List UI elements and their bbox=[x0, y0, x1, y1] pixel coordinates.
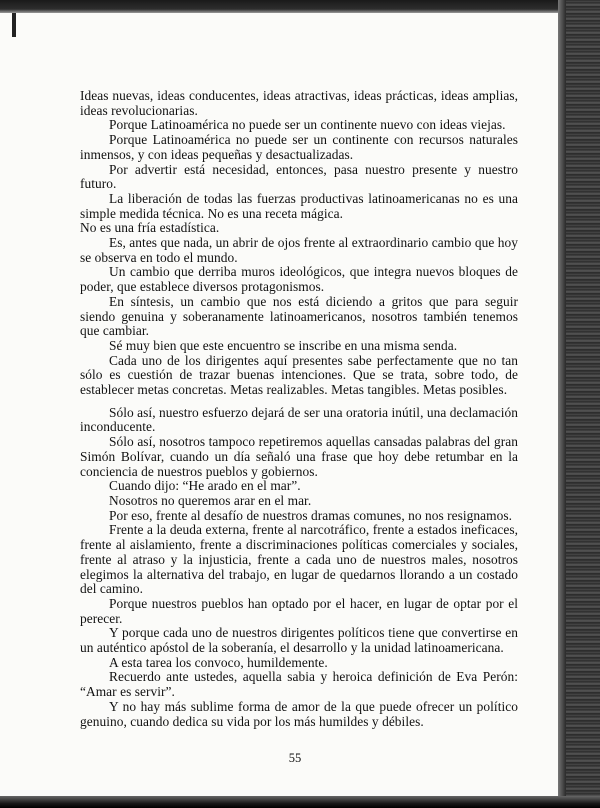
paragraph: No es una fría estadística. bbox=[80, 220, 220, 236]
paragraph: Sé muy bien que este encuentro se inscribe en una misma senda. bbox=[109, 337, 458, 353]
page-number: 55 bbox=[288, 751, 302, 765]
scan-left-mark bbox=[12, 13, 16, 37]
paragraph: Porque Latinoamérica no puede ser un continente con recursos naturales inmensos, y con ideas pequeñas y desactualizadas. bbox=[80, 132, 518, 162]
paragraph: Cada uno de los dirigentes aquí presentes sabe perfectamente que no tan sólo es cuestión de trazar buenas intenciones. Que se trata, sobre todo, de establecer metas concretas. Metas realizables. Metas tangibles. Metas posibles. bbox=[80, 352, 518, 398]
paragraph: Frente a la deuda externa, frente al narcotráfico, frente a estados ineficaces, frente al aislamiento, frente a discriminaciones políticas comerciales y sociales, frente al atraso y la injusticia, frente a cada uno de nuestros males, nosotros elegimos la alternativa del trabajo, en lugar de quedarnos llorando a un costado del camino. bbox=[80, 522, 518, 597]
paragraph: A esta tarea los convoco, humildemente. bbox=[109, 654, 328, 670]
paragraph: Cuando dijo: “He arado en el mar”. bbox=[109, 478, 301, 494]
paragraph: Porque nuestros pueblos han optado por el hacer, en lugar de optar por el perecer. bbox=[80, 595, 518, 626]
paragraph: Porque Latinoamérica no puede ser un continente nuevo con ideas viejas. bbox=[109, 117, 506, 133]
paragraph: Es, antes que nada, un abrir de ojos frente al extraordinario cambio que hoy se observa en todo el mundo. bbox=[80, 235, 518, 265]
scan-top-border bbox=[0, 0, 560, 13]
paragraph: Por advertir está necesidad, entonces, pasa nuestro presente y nuestro futuro. bbox=[80, 161, 518, 192]
scan-right-border bbox=[558, 0, 600, 808]
paragraph: La liberación de todas las fuerzas productivas latinoamericanas no es una simple medida técnica. No es una receta mágica. bbox=[80, 190, 518, 221]
text-section-1 bbox=[80, 89, 518, 398]
paragraph: Ideas nuevas, ideas conducentes, ideas atractivas, ideas prácticas, ideas amplias, ideas revolucionarias. bbox=[80, 88, 518, 118]
paragraph: Y porque cada uno de nuestros dirigentes políticos tiene que convertirse en un auténtico apóstol de la soberanía, el desarrollo y la unidad latinoamericana. bbox=[80, 625, 518, 656]
text-section-2 bbox=[80, 406, 518, 729]
paragraph: Nosotros no queremos arar en el mar. bbox=[109, 492, 312, 508]
paragraph: Sólo así, nuestro esfuerzo dejará de ser una oratoria inútil, una declamación inconducente. bbox=[80, 404, 518, 435]
paragraph: Y no hay más sublime forma de amor de la que puede ofrecer un político genuino, cuando dedica su vida por los más humildes y débiles. bbox=[80, 698, 518, 729]
paragraph: Recuerdo ante ustedes, aquella sabia y heroica definición de Eva Perón: “Amar es servir”. bbox=[80, 669, 518, 700]
paragraph: Sólo así, nosotros tampoco repetiremos aquellas cansadas palabras del gran Simón Bolívar, cuando un día señaló una frase que hoy debe retumbar en la conciencia de nuestros pueblos y gobiernos. bbox=[80, 434, 518, 479]
paragraph: Un cambio que derriba muros ideológicos, que integra nuevos bloques de poder, que establece diversos protagonismos. bbox=[80, 264, 518, 295]
scan-bottom-border bbox=[0, 796, 600, 808]
paragraph: En síntesis, un cambio que nos está diciendo a gritos que para seguir siendo genuina y soberanamente latinoamericanos, nosotros también tenemos que cambiar. bbox=[80, 293, 518, 339]
body-text bbox=[80, 89, 518, 729]
paragraph: Por eso, frente al desafío de nuestros dramas comunes, no nos resignamos. bbox=[109, 507, 513, 523]
